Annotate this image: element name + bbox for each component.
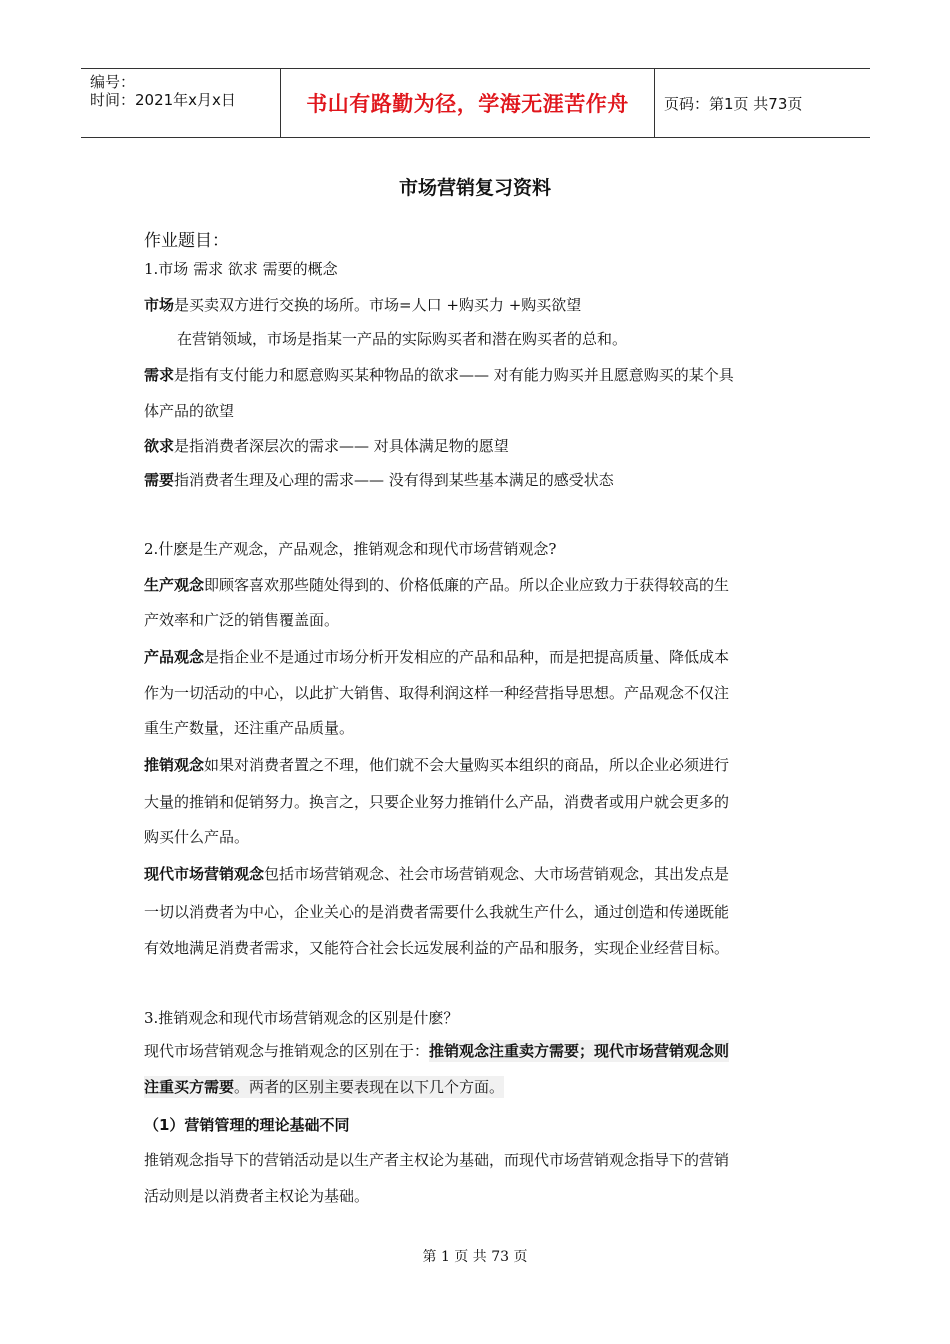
want-term: 欲求 [144,437,175,455]
q3-sub1-line-2: 活动则是以消费者主权论为基础。 [144,1187,370,1205]
q2-selling-line-2: 大量的推销和促销努力。换言之，只要企业努力推销什么产品，消费者或用户就会更多的 [144,793,730,811]
q3-intro-highlight-2: 注重买方需要 [144,1078,235,1096]
header-table [81,68,870,138]
header-motto: 书山有路勤为径，学海无涯苦作舟 [281,69,655,137]
q1-market-line [144,295,581,315]
q1-question: 1.市场 需求 欲求 需要的概念 [144,260,338,278]
q1-want-line [144,436,509,456]
q2-product-line-3: 重生产数量，还注重产品质量。 [144,719,355,737]
q2-modern-line [144,864,729,884]
q1-need-line [144,470,614,490]
q3-intro-highlight: 推销观念注重卖方需要；现代市场营销观念则 [429,1042,730,1060]
selling-term: 推销观念 [144,756,205,774]
q1-demand-line [144,365,734,385]
q1-demand-line-2: 体产品的欲望 [144,402,235,420]
q1-market-note: 在营销领域，市场是指某一产品的实际购买者和潜在购买者的总和。 [177,330,628,348]
q3-question: 3.推销观念和现代市场营销观念的区别是什麽？ [144,1009,459,1027]
demand-definition: 是指有支付能力和愿意购买某种物品的欲求—— 对有能力购买并且愿意购买的某个具 [174,366,734,384]
want-definition: 是指消费者深层次的需求—— 对具体满足物的愿望 [174,437,509,455]
modern-term: 现代市场营销观念 [144,865,265,883]
homework-heading: 作业题目： [144,231,229,251]
product-term: 产品观念 [144,648,205,666]
number-label: 编号： [90,73,136,91]
q2-selling-line [144,755,729,775]
q3-intro-line-2 [144,1077,504,1097]
page-footer: 第 1 页 共 73 页 [422,1249,528,1265]
q3-sub1-line: 推销观念指导下的营销活动是以生产者主权论为基础，而现代市场营销观念指导下的营销 [144,1151,730,1169]
q2-modern-line-3: 有效地满足消费者需求，又能符合社会长远发展利益的产品和服务，实现企业经营目标。 [144,939,730,957]
q2-production-line-2: 产效率和广泛的销售覆盖面。 [144,611,340,629]
header-page-info: 页码：第1页 共73页 [664,94,803,113]
product-definition: 是指企业不是通过市场分析开发相应的产品和品种，而是把提高质量、降低成本 [204,648,730,666]
q2-product-line [144,647,729,667]
modern-definition: 包括市场营销观念、社会市场营销观念、大市场营销观念，其出发点是 [264,865,730,883]
q3-intro-text: 现代市场营销观念与推销观念的区别在于： [144,1042,430,1060]
q2-selling-line-3: 购买什么产品。 [144,828,250,846]
market-term: 市场 [144,296,175,314]
production-definition: 即顾客喜欢那些随处得到的、价格低廉的产品。所以企业应致力于获得较高的生 [204,576,730,594]
q3-sub1-heading [144,1115,349,1135]
date-label: 时间：2021年x月x日 [90,91,236,109]
q2-modern-line-2: 一切以消费者为中心，企业关心的是消费者需要什么我就生产什么，通过创造和传递既能 [144,903,730,921]
q3-sub1-heading-text: （1）营销管理的理论基础不同 [144,1116,350,1134]
need-definition: 指消费者生理及心理的需求—— 没有得到某些基本满足的感受状态 [174,471,614,489]
header-meta-cell [81,69,281,137]
q2-product-line-2: 作为一切活动的中心，以此扩大销售、取得利润这样一种经营指导思想。产品观念不仅注 [144,684,730,702]
market-definition: 是买卖双方进行交换的场所。市场=人口 +购买力 +购买欲望 [174,296,582,314]
demand-term: 需求 [144,366,175,384]
document-title: 市场营销复习资料 [398,177,551,199]
selling-definition: 如果对消费者置之不理，他们就不会大量购买本组织的商品，所以企业必须进行 [204,756,730,774]
q3-intro-line [144,1041,729,1061]
production-term: 生产观念 [144,576,205,594]
q3-intro-text-2: 。两者的区别主要表现在以下几个方面。 [234,1078,505,1096]
need-term: 需要 [144,471,175,489]
q2-question: 2.什麽是生产观念，产品观念，推销观念和现代市场营销观念? [144,540,557,558]
q2-production-line [144,575,729,595]
